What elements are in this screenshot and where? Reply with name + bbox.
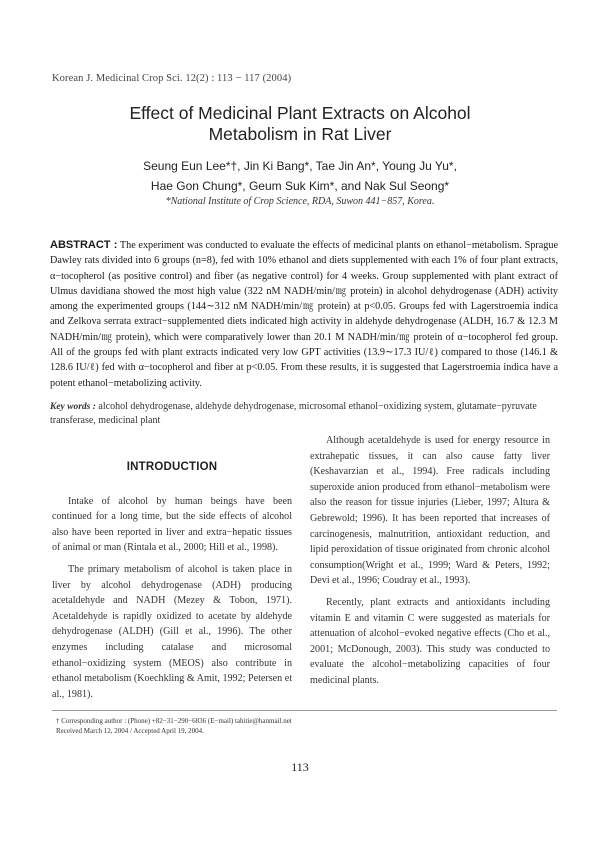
keywords-label: Key words : xyxy=(50,402,96,412)
abstract-text: The experiment was conducted to evaluate the effects of medicinal plants on ethanol−metabolism. Sprague Dawley rats divided into 6 groups (n=8), fed with 10% ethanol and diets supplemented with each 1% of four plant extracts, α−tocopherol (as positive control) and fiber (as negative control) for 4 weeks. Group supplemented with plant extract of Ulmus davidiana showed the most high value (322 nM NADH/min/㎎ protein) in alcohol dehydrogenase (ADH) activity among the experimented groups (144∼312 nM NADH/min/㎎ protein) at p<0.05. Groups fed with Lagerstroemia indica and Zelkova serrata extract−supplemented diets indicated high activity in aldehyde dehydrogenase (ALDH, 16.7 & 12.3 M NADH/min/㎎ protein), which were comparatively lower than 20.1 M NADH/min/㎎ protein of α−tocopherol fed group. All of the groups fed with plant extracts indicated very low GPT activities (13.9∼17.3 IU/ℓ) compared to those (146.1 & 128.6 IU/ℓ) fed with α−tocopherol and fiber at p<0.05. From these results, it is suggested that Lagerstroemia indica have a potent ethanol−metabolizing activity. xyxy=(50,240,558,389)
affiliation: *National Institute of Crop Science, RDA, Suwon 441−857, Korea. xyxy=(165,196,435,207)
body-paragraph: Recently, plant extracts and antioxidants including vitamin E and vitamin C were suggested as materials for attenuation of alcohol−evoked negative effects (Cho et al., 2001; McDonough, 2003). This study was conducted to evaluate the alcohol−metabolizing capacities of four medicinal plants. xyxy=(310,596,550,686)
left-column xyxy=(52,460,292,708)
keywords-text: alcohol dehydrogenase, aldehyde dehydrogenase, microsomal ethanol−oxidizing system, glutamate−pyruvate transferase, medicinal plant xyxy=(50,401,537,426)
keywords xyxy=(50,400,558,427)
body-paragraph: Intake of alcohol by human beings have been continued for a long time, but the side effects of alcohol also have been reported in liver and extra−hepatic tissues of animal or man (Rintala et al., 2000; Hill et al., 1998). xyxy=(52,495,292,554)
page-number: 113 xyxy=(291,760,309,774)
footnote xyxy=(56,716,292,736)
right-column xyxy=(310,433,550,695)
section-heading-introduction: INTRODUCTION xyxy=(126,461,218,473)
running-head: Korean J. Medicinal Crop Sci. 12(2) : 113 − 117 (2004) xyxy=(52,73,292,84)
body-paragraph: The primary metabolism of alcohol is taken place in liver by alcohol dehydrogenase (ADH) producing acetaldehyde and NADH (Mezey & Tobon, 1971). Acetaldehyde is rapidly oxidized to acetate by aldehyde dehydrogenase (ALDH) (Gill et al., 1996). The other enzymes including catalase and microsomal ethanol−oxidizing system (MEOS) also contribute in ethanol metabolism (Koechkling & Amit, 1992; Petersen et al., 1981). xyxy=(52,563,292,700)
authors-line-2: Hae Gon Chung*, Geum Suk Kim*, and Nak Sul Seong* xyxy=(150,179,450,193)
abstract xyxy=(50,238,558,391)
footnote-received-date: Received March 12, 2004 / Accepted April 19, 2004. xyxy=(56,727,204,735)
title-line-2: Metabolism in Rat Liver xyxy=(208,124,392,144)
title-line-1: Effect of Medicinal Plant Extracts on Alcohol xyxy=(129,103,471,123)
footnote-divider xyxy=(52,710,557,711)
authors-line-1: Seung Eun Lee*†, Jin Ki Bang*, Tae Jin An*, Young Ju Yu*, xyxy=(143,159,457,173)
paper-title xyxy=(60,103,540,145)
abstract-label: ABSTRACT : xyxy=(50,239,118,251)
author-list xyxy=(60,156,540,196)
body-paragraph: Although acetaldehyde is used for energy resource in extrahepatic tissues, it can also cause fatty liver (Keshavarzian et al., 1994). Free radicals including superoxide anion produced from ethanol−metabolism were also the reason for tissue injuries (Lieber, 1997; Altura & Gebrewold; 1996). It has been reported that increases of carcinogenesis, malnutrition, antioxidant reduction, and lipid peroxidation of tissue originated from chronic alcohol consumption(Wright et al., 1999; Ward & Peters, 1992; Devi et al., 1996; Coudray et al., 1993). xyxy=(310,435,550,587)
footnote-corresponding-author: † Corresponding author : (Phone) +82−31−290−6836 (E−mail) tahitie@hanmail.net xyxy=(56,717,292,725)
